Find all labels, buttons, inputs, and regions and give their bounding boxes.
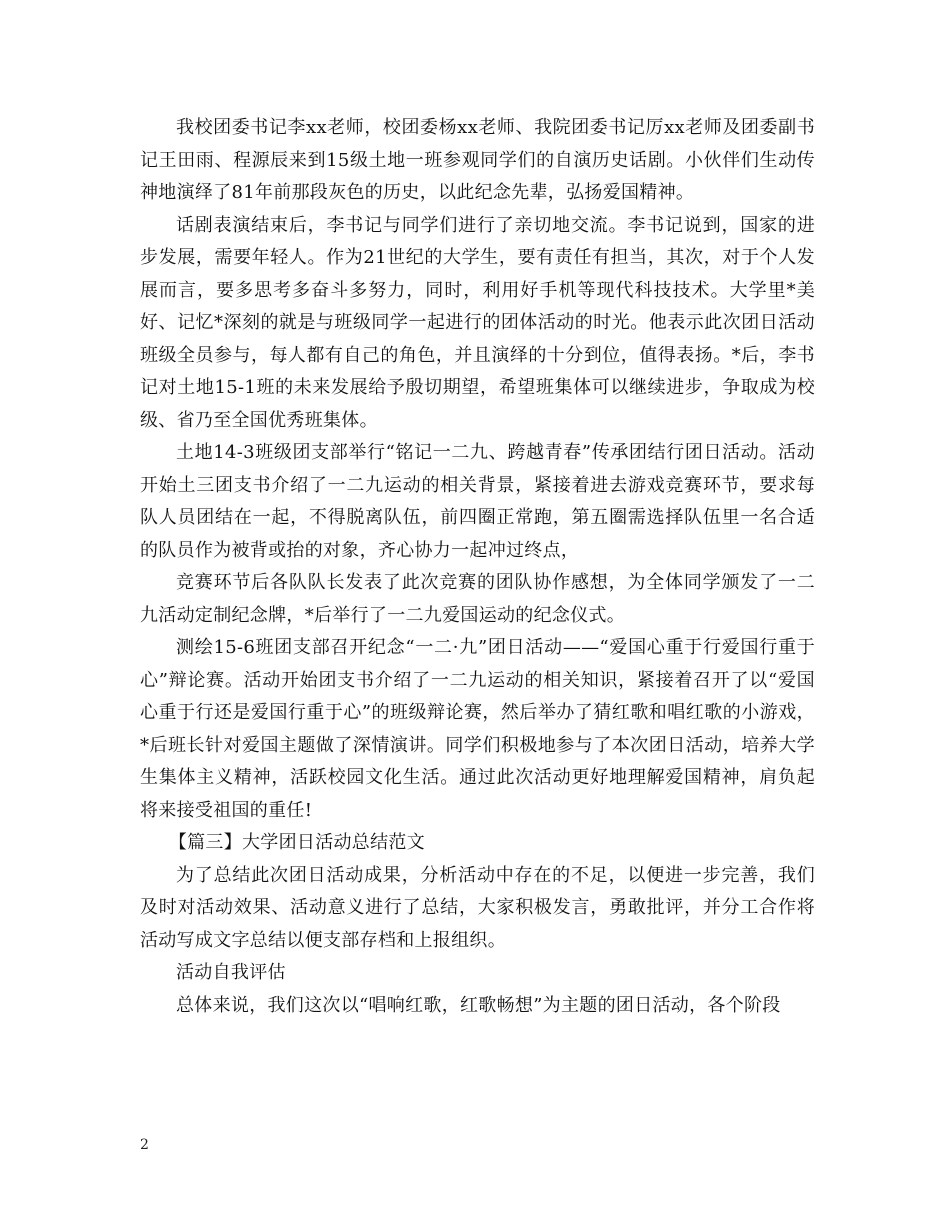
paragraph-visit-drama: 我校团委书记李xx老师，校团委杨xx老师、我院团委书记厉xx老师及团委副书记王田雨、程源辰来到15级土地一班参观同学们的自演历史话剧。小伙伴们生动传神地演绎了81年前那段灰色的历史，以此纪念先辈，弘扬爱国精神。 — [140, 117, 815, 203]
paragraph-competition-summary: 竞赛环节后各队队长发表了此次竞赛的团队协作感想，为全体同学颁发了一二九活动定制纪念牌，*后举行了一二九爱国运动的纪念仪式。 — [140, 572, 815, 626]
section-heading: 【篇三】大学团日活动总结范文 — [168, 832, 425, 853]
page-number: 2 — [140, 1137, 149, 1153]
paragraph-summary-intro: 为了总结此次团日活动成果，分析活动中存在的不足，以便进一步完善，我们及时对活动效果、活动意义进行了总结，大家积极发言，勇敢批评，并分工合作将活动写成文字总结以便支部存档和上报组织。 — [140, 864, 815, 951]
paragraph-land-14-3-activity: 土地14-3班级团支部举行“铭记一二九、跨越青春”传承团结行团日活动。活动开始土三团支书介绍了一二九运动的相关背景，紧接着进去游戏竞赛环节，要求每队人员团结在一起，不得脱离队伍，前四圈正常跑，第五圈需选择队伍里一名合适的队员作为被背或抬的对象，齐心协力一起冲过终点， — [140, 442, 815, 561]
paragraph-surveying-debate: 测绘15-6班团支部召开纪念“一二·九”团日活动——“爱国心重于行爱国行重于心”辩论赛。活动开始团支书介绍了一二九运动的相关知识，紧接着召开了以“爱国心重于行还是爱国行重于心”的班级辩论赛，然后举办了猜红歌和唱红歌的小游戏，*后班长针对爱国主题做了深情演讲。同学们积极地参与了本次团日活动，培养大学生集体主义精神，活跃校园文化生活。通过此次活动更好地理解爱国精神，肩负起将来接受祖国的重任! — [140, 637, 815, 821]
subheading-self-evaluation: 活动自我评估 — [176, 962, 286, 983]
document-body — [140, 112, 815, 1022]
paragraph-secretary-talk: 话剧表演结束后，李书记与同学们进行了亲切地交流。李书记说到，国家的进步发展，需要年轻人。作为21世纪的大学生，要有责任有担当，其次，对于个人发展而言，要多思考多奋斗多努力，同时，利用好手机等现代科技技术。大学里*美好、记忆*深刻的就是与班级同学一起进行的团体活动的时光。他表示此次团日活动班级全员参与，每人都有自己的角色，并且演绎的十分到位，值得表扬。*后，李书记对土地15-1班的未来发展给予殷切期望，希望班集体可以继续进步，争取成为校级、省乃至全国优秀班集体。 — [140, 214, 815, 431]
paragraph-overall: 总体来说，我们这次以“唱响红歌，红歌畅想”为主题的团日活动，各个阶段 — [176, 994, 781, 1016]
